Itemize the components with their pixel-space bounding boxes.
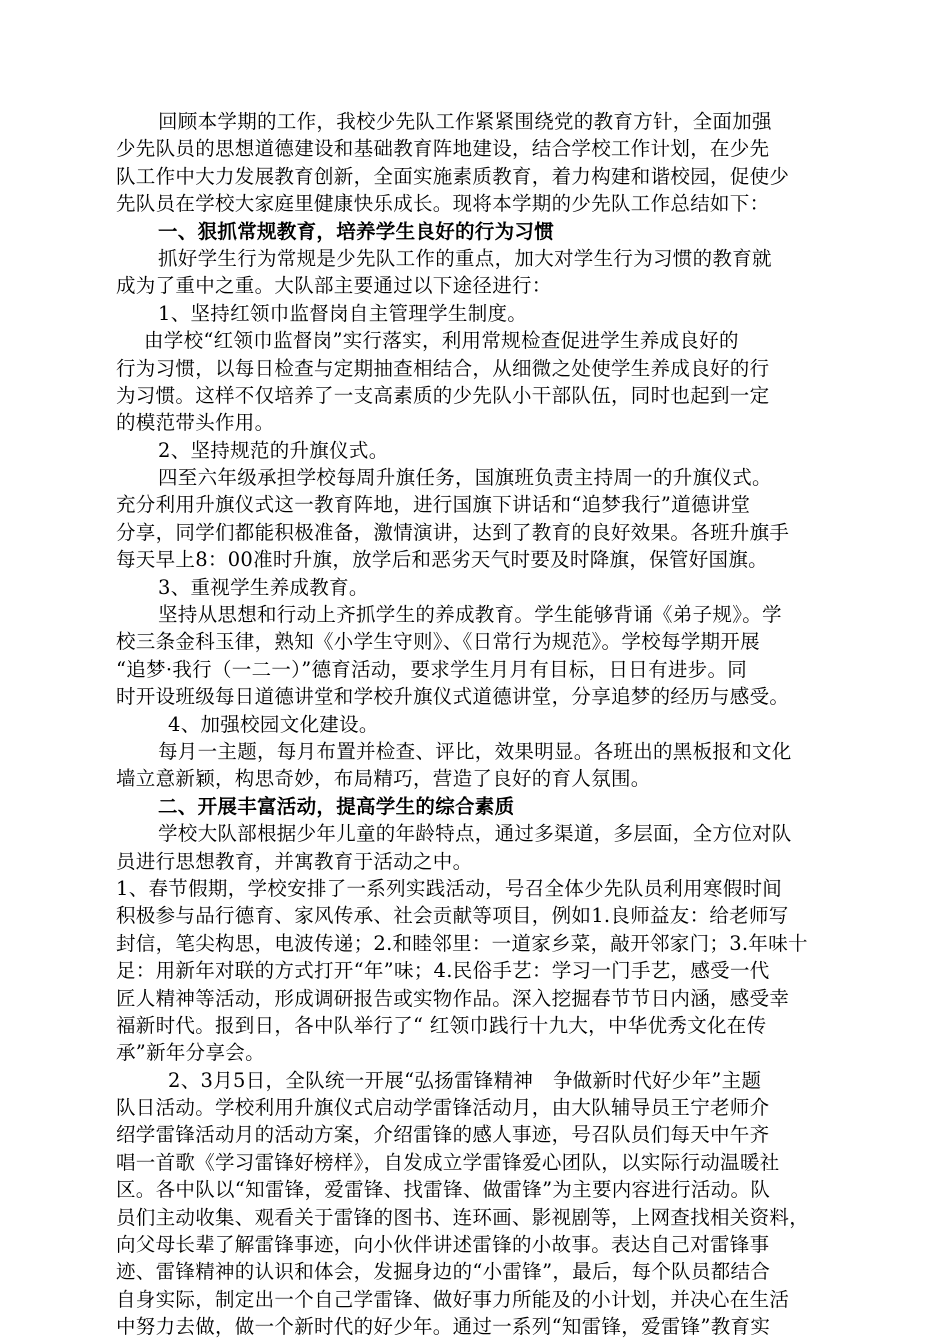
text-line: 区。各中队以“知雷锋，爱雷锋、找雷锋、做雷锋”为主要内容进行活动。队	[116, 1178, 771, 1202]
text-line: 成为了重中之重。大队部主要通过以下途径进行：	[116, 274, 552, 298]
text-line: 队日活动。学校利用升旗仪式启动学雷锋活动月，由大队辅导员王宁老师介	[116, 1096, 770, 1120]
text-line: 员们主动收集、观看关于雷锋的图书、连环画、影视剧等，上网查找相关资料，	[116, 1205, 810, 1229]
text-line: 4、加强校园文化建设。	[168, 712, 379, 736]
text-line: 坚持从思想和行动上齐抓学生的养成教育。学生能够背诵《弟子规》。学	[158, 603, 782, 627]
text-line: 先队员在学校大家庭里健康快乐成长。现将本学期的少先队工作总结如下：	[116, 192, 770, 216]
text-line: 2、3月5日，全队统一开展“弘扬雷锋精神 争做新时代好少年”主题	[168, 1068, 762, 1092]
text-line: 承”新年分享会。	[116, 1041, 265, 1065]
text-line: 校三条金科玉律，熟知《小学生守则》、《日常行为规范》。学校每学期开展	[116, 630, 760, 654]
text-line: “追梦·我行（一二一）”德育活动，要求学生月月有目标，日日有进步。同	[116, 657, 748, 681]
text-line: 自身实际，制定出一个自己学雷锋、做好事力所能及的小计划，并决心在生活	[116, 1287, 790, 1311]
section-heading: 二、开展丰富活动，提高学生的综合素质	[158, 794, 515, 818]
text-line: 回顾本学期的工作，我校少先队工作紧紧围绕党的教育方针，全面加强	[158, 110, 772, 133]
text-line: 学校大队部根据少年儿童的年龄特点，通过多渠道，多层面，全方位对队	[158, 822, 792, 846]
text-line: 唱一首歌《学习雷锋好榜样》，自发成立学雷锋爱心团队，以实际行动温暖社	[116, 1150, 780, 1174]
text-line: 迹、雷锋精神的认识和体会，发掘身边的“小雷锋”，最后，每个队员都结合	[116, 1260, 771, 1284]
text-line: 抓好学生行为常规是少先队工作的重点，加大对学生行为习惯的教育就	[158, 246, 772, 270]
text-line: 队工作中大力发展教育创新，全面实施素质教育，着力构建和谐校园，促使少	[116, 164, 790, 188]
document-body	[116, 108, 846, 1341]
text-line: 时开设班级每日道德讲堂和学校升旗仪式道德讲堂，分享追梦的经历与感受。	[116, 685, 790, 709]
text-line: 的模范带头作用。	[116, 411, 275, 435]
text-line: 员进行思想教育，并寓教育于活动之中。	[116, 849, 473, 873]
text-line: 中努力去做，做一个新时代的好少年。通过一系列“知雷锋，爱雷锋”教育实	[116, 1315, 771, 1339]
text-line: 向父母长辈了解雷锋事迹，向小伙伴讲述雷锋的小故事。表达自己对雷锋事	[116, 1233, 770, 1257]
text-line: 每天早上8：00准时升旗，放学后和恶劣天气时要及时降旗，保管好国旗。	[116, 548, 768, 572]
text-line: 福新时代。报到日，各中队举行了“ 红领巾践行十九大，中华优秀文化在传	[116, 1013, 767, 1037]
text-line: 墙立意新颖，构思奇妙，布局精巧，营造了良好的育人氛围。	[116, 767, 651, 791]
text-line: 每月一主题，每月布置并检查、评比，效果明显。各班出的黑板报和文化	[158, 739, 792, 763]
text-line: 2、坚持规范的升旗仪式。	[158, 438, 389, 462]
text-line: 绍学雷锋活动月的活动方案，介绍雷锋的感人事迹，号召队员们每天中午齐	[116, 1123, 770, 1147]
text-line: 为习惯。这样不仅培养了一支高素质的少先队小干部队伍，同时也起到一定	[116, 383, 770, 407]
text-line: 行为习惯，以每日检查与定期抽查相结合，从细微之处使学生养成良好的行	[116, 356, 770, 380]
text-line: 积极参与品行德育、家风传承、社会贡献等项目，例如1.良师益友：给老师写	[116, 904, 789, 928]
section-heading: 一、狠抓常规教育，培养学生良好的行为习惯	[158, 219, 555, 243]
text-line: 1、春节假期，学校安排了一系列实践活动，号召全体少先队员利用寒假时间	[116, 876, 783, 900]
text-line: 分享，同学们都能积极准备，激情演讲，达到了教育的良好效果。各班升旗手	[116, 520, 790, 544]
text-line: 1、坚持红领巾监督岗自主管理学生制度。	[158, 301, 528, 325]
text-line: 匠人精神等活动，形成调研报告或实物作品。深入挖掘春节节日内涵，感受幸	[116, 986, 790, 1010]
text-line: 少先队员的思想道德建设和基础教育阵地建设，结合学校工作计划，在少先	[116, 137, 770, 161]
text-line: 充分利用升旗仪式这一教育阵地，进行国旗下讲话和“追梦我行”道德讲堂	[116, 493, 751, 517]
text-line: 由学校“红领巾监督岗”实行落实，利用常规检查促进学生养成良好的	[144, 329, 739, 353]
text-line: 封信，笔尖构思，电波传递；2.和睦邻里：一道家乡菜，敲开邻家门；3.年味十	[116, 931, 808, 955]
text-line: 四至六年级承担学校每周升旗任务，国旗班负责主持周一的升旗仪式。	[158, 466, 772, 490]
text-line: 3、重视学生养成教育。	[158, 575, 369, 599]
text-line: 足：用新年对联的方式打开“年”味；4.民俗手艺：学习一门手艺，感受一代	[116, 959, 770, 983]
